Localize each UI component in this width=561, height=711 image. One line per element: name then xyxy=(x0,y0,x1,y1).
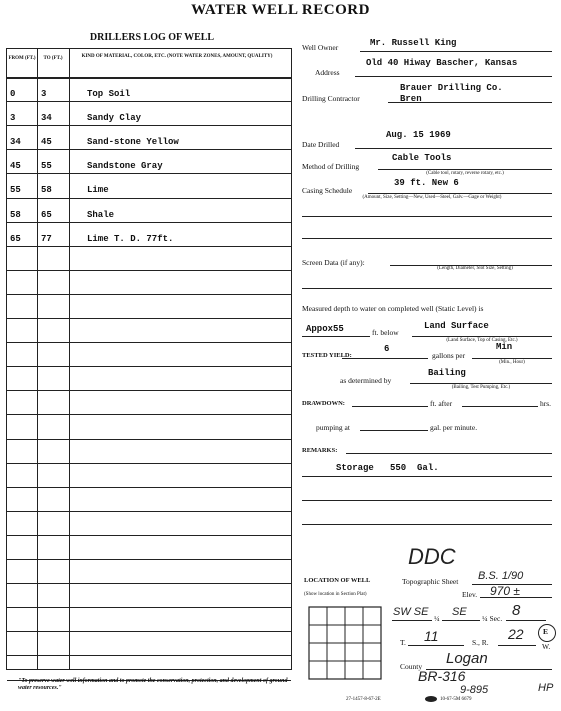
yield-note: (Min., Hour) xyxy=(499,360,525,365)
row-divider xyxy=(7,414,291,415)
yield-value: 6 xyxy=(384,344,390,354)
owner-line xyxy=(360,51,552,52)
elev-label: Elev. xyxy=(462,590,478,599)
r-line xyxy=(498,645,536,646)
yield-per-line xyxy=(472,358,552,359)
log-desc-cell: Shale xyxy=(87,209,115,220)
yield-label: TESTED YIELD: xyxy=(302,352,352,359)
row-divider xyxy=(7,198,291,199)
log-desc-cell: Sandy Clay xyxy=(87,113,142,124)
pumping-unit: gal. per minute. xyxy=(430,423,478,432)
determined-line xyxy=(410,383,552,384)
footer-text: "To preserve water well information and to promote the conservation, protection, and development of ground-water resources." xyxy=(18,678,290,691)
row-divider xyxy=(7,222,291,223)
yield-per: Min xyxy=(496,342,513,352)
log-to-cell: 45 xyxy=(41,137,52,148)
column-divider xyxy=(37,49,38,669)
row-divider xyxy=(7,463,291,464)
row-divider xyxy=(7,125,291,126)
sec-line xyxy=(506,620,546,621)
pumping-line xyxy=(360,430,428,431)
static-ref-line xyxy=(412,336,552,337)
contractor-value-2: Bren xyxy=(400,94,422,104)
row-divider xyxy=(7,559,291,560)
row-divider xyxy=(7,318,291,319)
screen-line-2 xyxy=(302,288,552,289)
static-note: (Land Surface, Top of Casing, Etc.) xyxy=(446,338,518,343)
log-from-cell: 34 xyxy=(10,137,21,148)
row-divider xyxy=(7,390,291,391)
col-to-header: TO (FT.) xyxy=(43,56,63,61)
s-r-label: S., R. xyxy=(472,638,489,647)
remarks-line-3 xyxy=(302,500,552,501)
west-label: W. xyxy=(542,642,551,651)
casing-line xyxy=(368,193,552,194)
row-divider xyxy=(7,607,291,608)
casing-note: (Amount, Size, Setting—New, Used—Steel, Galv.—Gage or Weight) xyxy=(362,195,502,200)
contractor-value: Brauer Drilling Co. xyxy=(400,83,503,93)
date-line xyxy=(355,148,552,149)
log-to-cell: 55 xyxy=(41,161,52,172)
date-label: Date Drilled xyxy=(302,140,340,149)
row-divider xyxy=(7,270,291,271)
quarter-line-2 xyxy=(442,620,480,621)
sec-value: 8 xyxy=(512,602,521,619)
row-divider xyxy=(7,366,291,367)
owner-value: Mr. Russell King xyxy=(370,38,457,48)
row-divider xyxy=(7,487,291,488)
row-divider xyxy=(7,101,291,102)
log-desc-cell: Sand-stone Yellow xyxy=(87,137,179,148)
row-divider xyxy=(7,535,291,536)
drawdown-line xyxy=(352,406,428,407)
drawdown-hrs-line xyxy=(462,406,538,407)
date-value: Aug. 15 1969 xyxy=(386,130,451,140)
static-value: Appox55 xyxy=(306,324,344,334)
casing-line-2 xyxy=(302,216,552,217)
static-ref: Land Surface xyxy=(424,321,489,331)
yield-line xyxy=(342,358,428,359)
column-divider xyxy=(69,49,70,669)
t-value: 11 xyxy=(424,628,439,644)
determined-value: Bailing xyxy=(428,368,466,378)
yield-unit: gallons per xyxy=(432,351,466,360)
method-line xyxy=(378,169,552,170)
static-line xyxy=(302,336,370,337)
screen-note: (Length, Diameter, Slot Size, Setting) xyxy=(437,266,513,271)
log-to-cell: 58 xyxy=(41,185,52,196)
quarter-1: SW SE xyxy=(393,606,429,618)
page-title: WATER WELL RECORD xyxy=(191,2,370,18)
drawdown-hrs: hrs. xyxy=(540,399,552,408)
remarks-label: REMARKS: xyxy=(302,447,338,454)
location-label: LOCATION OF WELL xyxy=(304,577,371,584)
measured-label: Measured depth to water on completed well (Static Level) is xyxy=(302,304,484,313)
col-from-header: FROM (FT.) xyxy=(8,56,36,61)
location-note: (Show location in Section Plat) xyxy=(304,592,367,597)
quarter-sep: ¼ xyxy=(434,614,440,623)
remarks-value: Storage 550 Gal. xyxy=(336,463,439,473)
contractor-label: Drilling Contractor xyxy=(302,94,360,103)
log-title: DRILLERS LOG OF WELL xyxy=(89,32,215,43)
r-value: 22 xyxy=(508,626,524,642)
county-code: BR-316 xyxy=(418,668,466,684)
method-note: (Cable tool, rotary, reverse rotary, etc.) xyxy=(426,171,504,176)
east-label: E xyxy=(543,627,549,636)
county-label: County xyxy=(400,662,423,671)
county-value: Logan xyxy=(446,650,488,667)
log-to-cell: 65 xyxy=(41,209,52,220)
row-divider xyxy=(7,173,291,174)
method-label: Method of Drilling xyxy=(302,162,360,171)
static-below: ft. below xyxy=(372,328,399,337)
row-divider xyxy=(7,631,291,632)
owner-label: Well Owner xyxy=(302,43,339,52)
row-divider xyxy=(7,583,291,584)
quarter-2: SE xyxy=(452,606,467,618)
record-number: 9-895 xyxy=(460,684,489,696)
row-divider xyxy=(7,511,291,512)
log-from-cell: 0 xyxy=(10,89,16,99)
row-divider xyxy=(7,294,291,295)
row-divider xyxy=(7,439,291,440)
footer-code-1: 27-1457-8-67-2E xyxy=(346,697,381,702)
row-divider xyxy=(7,655,291,656)
col-desc-header: KIND OF MATERIAL, COLOR, ETC. (NOTE WATER ZONES, AMOUNT, QUALITY) xyxy=(81,54,273,59)
log-desc-cell: Lime xyxy=(87,185,109,196)
drillers-log-table xyxy=(6,48,292,670)
drawdown-after: ft. after xyxy=(430,399,453,408)
address-label: Address xyxy=(315,68,340,77)
address-line xyxy=(355,76,552,77)
initials: HP xyxy=(538,682,554,694)
topo-label: Topographic Sheet xyxy=(402,577,459,586)
casing-line-3 xyxy=(302,238,552,239)
ddc-stamp: DDC xyxy=(408,544,456,569)
address-value: Old 40 Hiway Bascher, Kansas xyxy=(366,58,518,68)
drawdown-label: DRAWDOWN: xyxy=(302,400,345,407)
pumping-label: pumping at xyxy=(316,423,350,432)
log-to-cell: 34 xyxy=(41,113,52,124)
log-from-cell: 45 xyxy=(10,161,21,172)
casing-label: Casing Schedule xyxy=(302,186,353,195)
casing-value: 39 ft. New 6 xyxy=(394,178,459,188)
union-bug-icon xyxy=(425,696,437,702)
log-from-cell: 58 xyxy=(10,209,21,220)
row-divider xyxy=(7,246,291,247)
screen-label: Screen Data (if any): xyxy=(302,258,365,267)
log-from-cell: 65 xyxy=(10,233,21,244)
log-desc-cell: Lime T. D. 77ft. xyxy=(87,233,174,244)
log-desc-cell: Sandstone Gray xyxy=(87,161,163,172)
quarter-line-1 xyxy=(392,620,432,621)
log-from-cell: 55 xyxy=(10,185,21,196)
log-to-cell: 77 xyxy=(41,233,52,244)
row-divider xyxy=(7,342,291,343)
topo-value: B.S. 1/90 xyxy=(478,570,524,582)
elev-value: 970 ± xyxy=(490,584,520,598)
method-value: Cable Tools xyxy=(392,153,452,163)
sec-label: ¼ Sec. xyxy=(482,614,503,623)
t-label: T. xyxy=(400,638,406,647)
header-divider xyxy=(7,77,291,79)
determined-label: as determined by xyxy=(340,376,392,385)
row-divider xyxy=(7,149,291,150)
t-line xyxy=(408,645,464,646)
log-from-cell: 3 xyxy=(10,113,16,124)
section-plat-grid xyxy=(308,606,382,680)
log-to-cell: 3 xyxy=(41,89,47,99)
remarks-line xyxy=(346,453,552,454)
remarks-line-4 xyxy=(302,524,552,525)
remarks-line-2 xyxy=(302,476,552,477)
footer-code-2: 10-67-5M 6679 xyxy=(440,697,472,702)
determined-note: (Bailing, Test Pumping, Etc.) xyxy=(451,385,511,390)
log-desc-cell: Top Soil xyxy=(87,89,131,99)
